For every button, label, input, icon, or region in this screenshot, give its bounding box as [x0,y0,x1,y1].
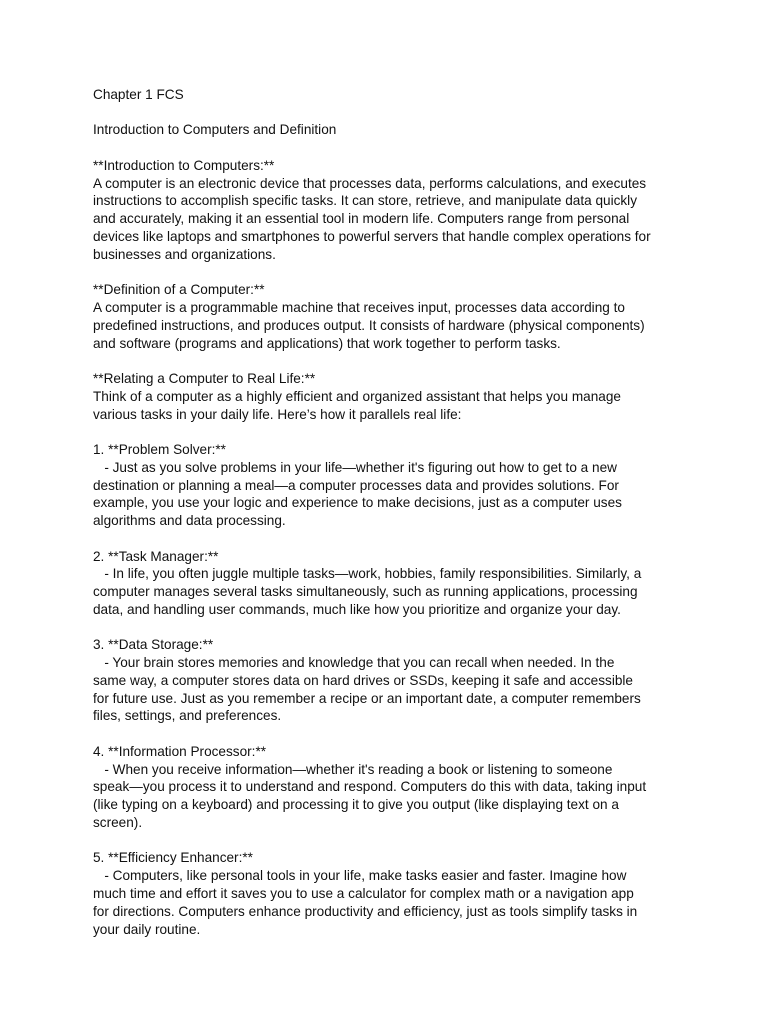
section-text-line: - When you receive information—whether it's reading a book or listening to someone [93,761,613,777]
section-text-line: data, and handling user commands, much like how you prioritize and organize your day. [93,601,621,617]
paragraph-gap [93,104,693,122]
paragraph-gap [93,264,693,282]
chapter-heading: Chapter 1 FCS [93,87,184,102]
section-text-line: computer manages several tasks simultaneously, such as running applications, processing [93,584,638,600]
section-text-line: example, you use your logic and experience to make decisions, just as a computer uses [93,495,622,511]
section-text-line: Think of a computer as a highly efficient and organized assistant that helps you manage [93,388,621,404]
section-text-line: various tasks in your daily life. Here’s how it parallels real life: [93,406,462,422]
paragraph-gap [93,725,693,743]
section-text-line: predefined instructions, and produces output. It consists of hardware (physical components) [93,317,645,333]
section-heading-problem-solver: 1. **Problem Solver:** [93,441,226,457]
paragraph-gap [93,423,693,441]
section-text-line: much time and effort it saves you to use a calculator for complex math or a navigation app [93,886,634,902]
section-text-line: - Your brain stores memories and knowledge that you can recall when needed. In the [93,655,615,671]
paragraph-gap [93,832,693,850]
section-text-line: instructions to accomplish specific tasks. It can store, retrieve, and manipulate data quickly [93,193,638,209]
section-text-line: and software (programs and applications) that work together to perform tasks. [93,335,561,351]
section-text-line: (like typing on a keyboard) and processing it to give you output (like displaying text on a [93,797,619,813]
paragraph-gap [93,352,693,370]
section-text-line: speak—you process it to understand and respond. Computers do this with data, taking input [93,779,647,795]
paragraph-gap [93,619,693,637]
section-heading-definition: **Definition of a Computer:** [93,282,265,298]
section-text-line: files, settings, and preferences. [93,708,282,724]
section-text-line: for future use. Just as you remember a recipe or an important date, a computer remembers [93,690,641,706]
section-text-line: your daily routine. [93,921,201,937]
section-heading-introduction: **Introduction to Computers:** [93,157,275,173]
section-text-line: algorithms and data processing. [93,513,286,529]
paragraph-gap [93,139,693,157]
section-text-line: destination or planning a meal—a computer processes data and provides solutions. For [93,477,619,493]
section-text-line: A computer is an electronic device that processes data, performs calculations, and executes [93,175,647,191]
document-page [93,86,693,938]
section-heading-information-processor: 4. **Information Processor:** [93,743,267,759]
paragraph-gap [93,530,693,548]
document-title: Introduction to Computers and Definition [93,122,337,138]
section-heading-efficiency-enhancer: 5. **Efficiency Enhancer:** [93,850,253,866]
section-text-line: same way, a computer stores data on hard drives or SSDs, keeping it safe and accessible [93,672,633,688]
section-text-line: A computer is a programmable machine that receives input, processes data according to [93,299,625,315]
section-heading-real-life: **Relating a Computer to Real Life:** [93,370,316,386]
section-text-line: businesses and organizations. [93,246,276,262]
section-text-line: - Computers, like personal tools in your life, make tasks easier and faster. Imagine how [93,868,627,884]
section-heading-data-storage: 3. **Data Storage:** [93,637,214,653]
section-heading-task-manager: 2. **Task Manager:** [93,548,219,564]
section-text-line: - Just as you solve problems in your life—whether it's figuring out how to get to a new [93,459,617,475]
section-text-line: and accurately, making it an essential tool in modern life. Computers range from personal [93,211,630,227]
section-text-line: - In life, you often juggle multiple tasks—work, hobbies, family responsibilities. Similarly, a [93,566,642,582]
section-text-line: for directions. Computers enhance productivity and efficiency, just as tools simplify tasks in [93,903,638,919]
section-text-line: devices like laptops and smartphones to powerful servers that handle complex operations for [93,228,651,244]
section-text-line: screen). [93,815,143,831]
